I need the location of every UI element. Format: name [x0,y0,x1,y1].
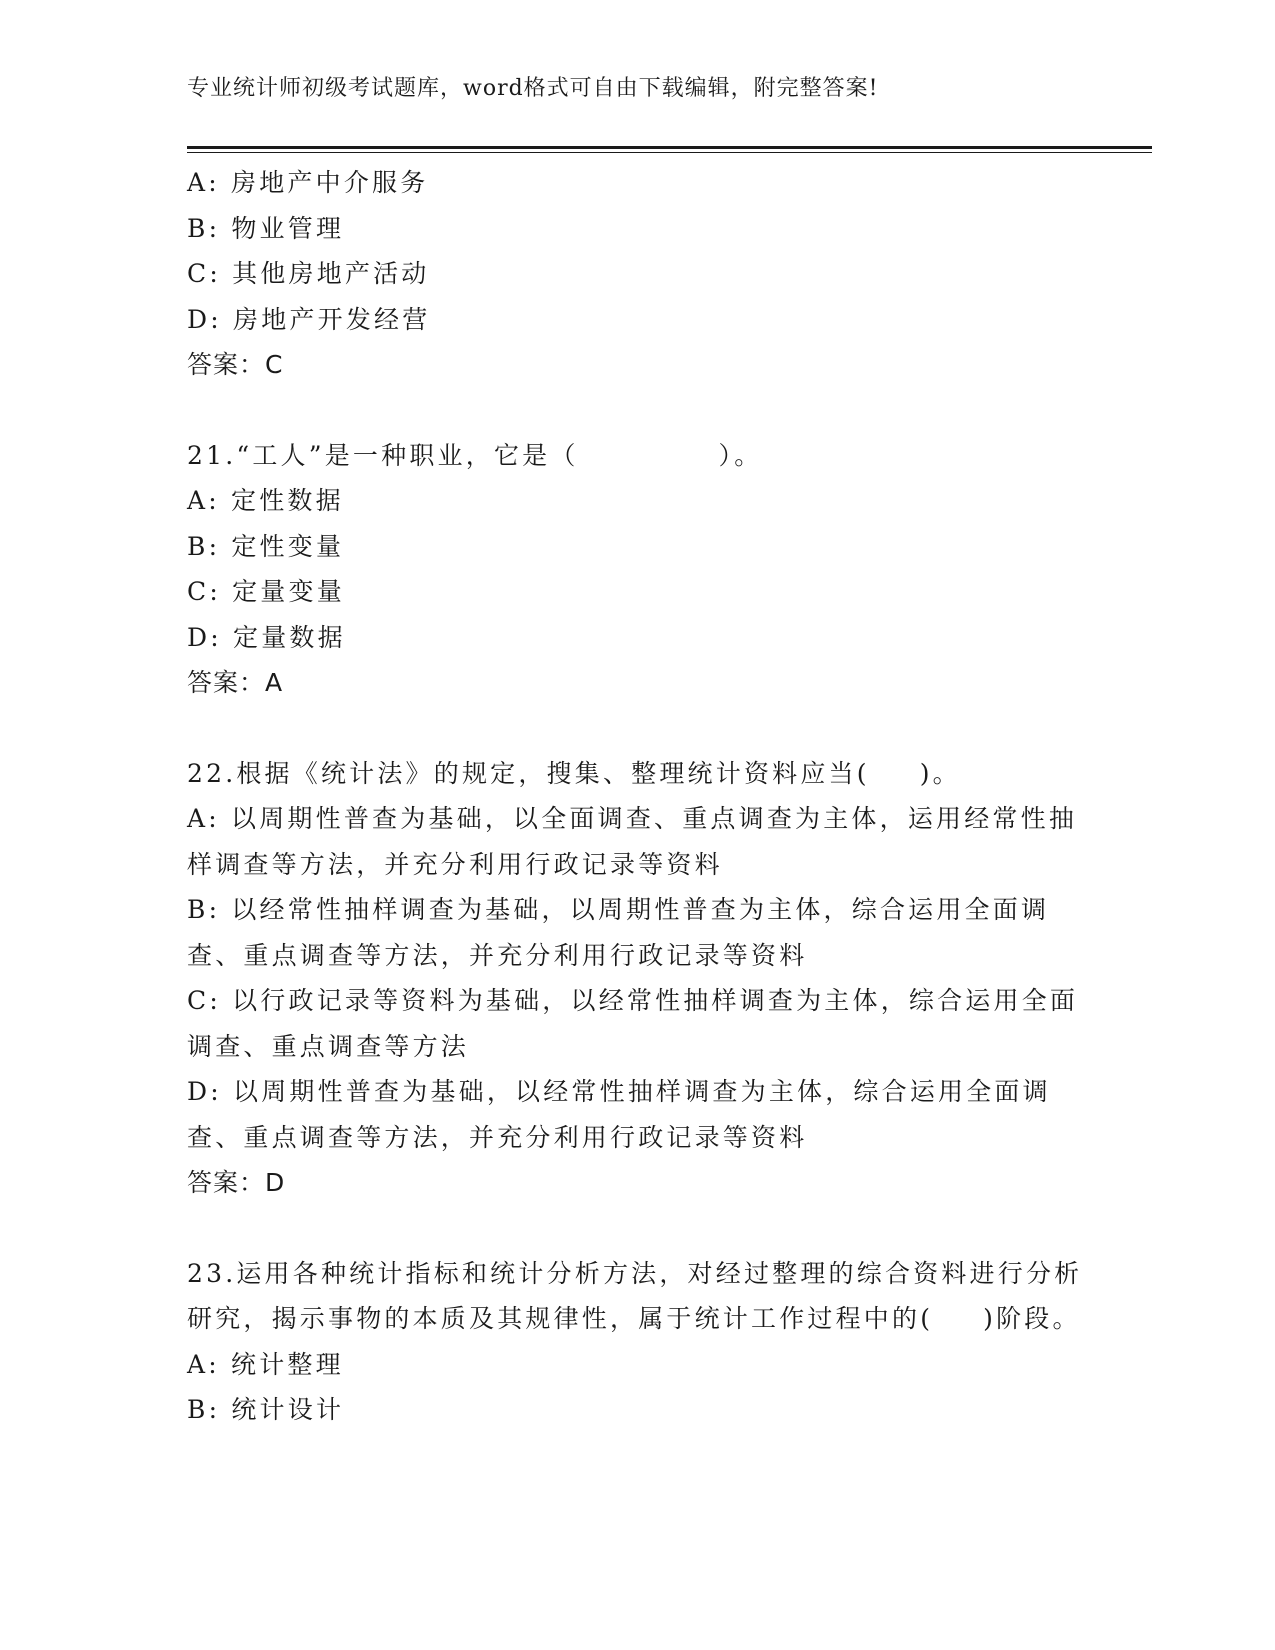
option-c: C: 以行政记录等资料为基础，以经常性抽样调查为主体，综合运用全面调查、重点调查等方法 [187,986,1079,1061]
option-b: B: 统计设计 [187,1395,345,1424]
page-header: 专业统计师初级考试题库，word格式可自由下载编辑，附完整答案! [187,76,879,101]
option-a: A: 房地产中介服务 [187,168,429,197]
question-stem [187,1251,1087,1342]
question-stem-start: 22.根据《统计法》的规定，搜集、整理统计资料应当( [187,758,870,788]
question-22 [187,751,1087,1206]
option-d: D: 以周期性普查为基础，以经常性抽样调查为主体，综合运用全面调查、重点调查等方法，并充分利用行政记录等资料 [187,1077,1051,1152]
question-21 [187,433,1087,706]
question-stem-start: 21.“工人”是一种职业，它是（ [187,440,579,470]
header-rule-thin [187,152,1152,153]
question-stem [187,433,1087,479]
question-list [187,160,1087,1433]
spacer [187,706,1087,751]
question-stem-end: ）。 [718,440,763,470]
question-20 [187,160,1087,388]
question-stem-end: )。 [919,758,961,788]
option-c: C: 其他房地产活动 [187,259,430,288]
option-b: B: 以经常性抽样调查为基础，以周期性普查为主体，综合运用全面调查、重点调查等方法，并充分利用行政记录等资料 [187,895,1050,970]
question-stem [187,751,1087,797]
answer-label: 答案：A [187,668,284,697]
option-d: D: 房地产开发经营 [187,304,431,334]
spacer [187,388,1087,433]
question-stem-end: )阶段。 [983,1304,1081,1333]
option-a: A: 以周期性普查为基础，以全面调查、重点调查为主体，运用经常性抽样调查等方法，并充分利用行政记录等资料 [187,804,1078,879]
header-rule-thick [187,146,1152,149]
answer-label: 答案：D [187,1168,286,1197]
answer-label: 答案：C [187,350,284,379]
question-stem-start: 23.运用各种统计指标和统计分析方法，对经过整理的综合资料进行分析研究，揭示事物的本质及其规律性，属于统计工作过程中的( [187,1258,1083,1333]
option-b: B: 定性变量 [187,531,345,561]
option-c: C: 定量变量 [187,577,345,606]
option-a: A: 统计整理 [187,1349,344,1379]
option-a: A: 定性数据 [187,486,344,515]
option-b: B: 物业管理 [187,213,345,243]
question-23 [187,1251,1087,1433]
option-d: D: 定量数据 [187,622,346,652]
spacer [187,1206,1087,1251]
